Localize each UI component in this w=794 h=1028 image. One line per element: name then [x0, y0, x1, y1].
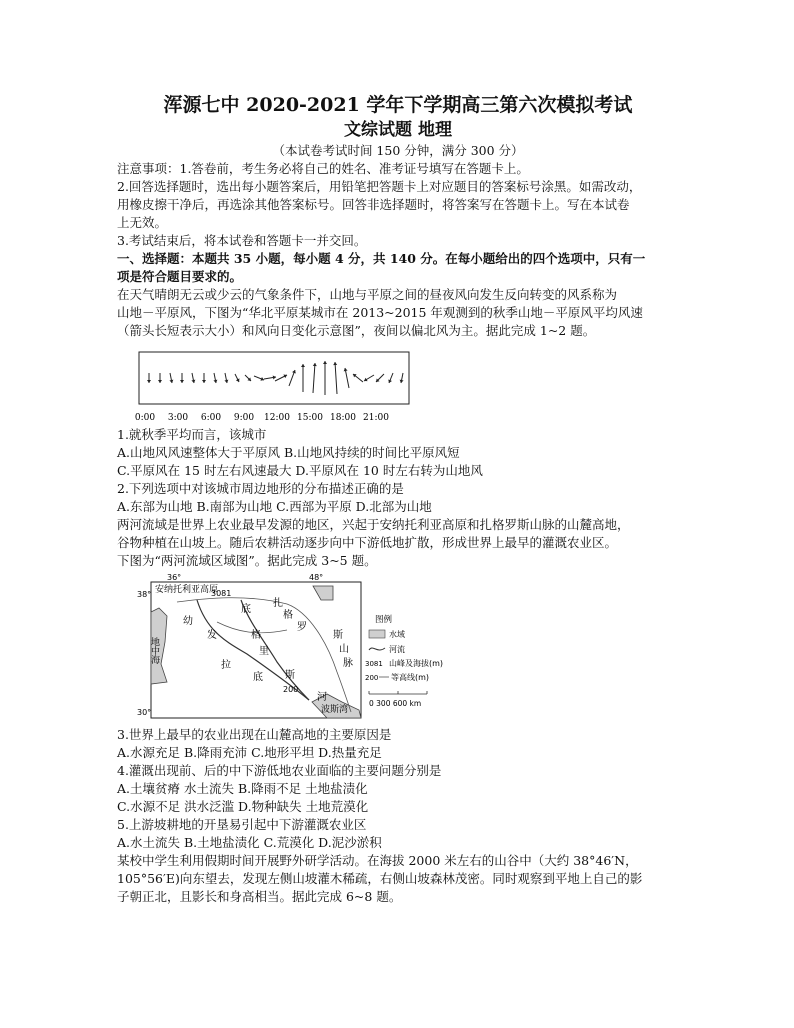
wind-arrowhead — [323, 361, 327, 364]
wind-chart-svg — [134, 348, 429, 426]
instruction-line: 上无效。 — [117, 215, 168, 230]
x-tick-label: 3:00 — [167, 413, 189, 423]
passage-line: 下图为“两河流域区域图”。据此完成 3~5 题。 — [117, 553, 377, 568]
lat-label: 30° — [137, 708, 152, 717]
passage-line: 两河流域是世界上农业最早发源的地区，兴起于安纳托利亚高原和扎格罗斯山脉的山麓高地， — [117, 517, 630, 532]
instruction-line: 注意事项：1.答卷前，考生务必将自己的姓名、准考证号填写在答题卡上。 — [117, 161, 529, 176]
instruction-line: 3.考试结束后，将本试卷和答题卡一并交回。 — [117, 233, 367, 248]
contour-value: 200 — [283, 685, 299, 694]
region-label: 河 — [317, 692, 327, 703]
scale-bar — [369, 691, 427, 694]
legend-river-swatch — [369, 648, 385, 650]
wind-arrow — [345, 368, 349, 388]
x-axis — [135, 413, 389, 423]
question-options: A.水源充足 B.降雨充沛 C.地形平坦 D.热量充足 — [117, 745, 382, 760]
region-label: 罗 — [297, 622, 307, 633]
section-heading: 一、选择题：本题共 35 小题，每小题 4 分，共 140 分。在每小题给出的四个选项中，只有一 — [117, 251, 646, 266]
exam-page — [117, 92, 679, 906]
question-options: A.土壤贫瘠 水土流失 B.降雨不足 土地盐渍化 — [117, 781, 368, 796]
region-label: 安纳托利亚高原 — [155, 585, 219, 595]
legend-label: 河流 — [389, 645, 405, 654]
x-tick-label: 21:00 — [363, 413, 389, 423]
map-legend — [365, 614, 443, 708]
wind-arrows — [147, 361, 404, 395]
question-stem: 3.世界上最早的农业出现在山麓高地的主要原因是 — [117, 727, 392, 742]
section-heading: 项是符合题目要求的。 — [117, 269, 243, 284]
passage-line: 子朝正北，且影长和身高相当。据此完成 6~8 题。 — [117, 889, 402, 904]
wind-arrow — [313, 363, 315, 393]
legend-label: 山峰及海拔(m) — [389, 659, 444, 668]
x-tick-label: 0:00 — [134, 413, 156, 423]
region-label: 脉 — [343, 658, 353, 669]
question-options: C.水源不足 洪水泛滥 D.物种缺失 土地荒漠化 — [117, 799, 369, 814]
passage-line: 某校中学生利用假期时间开展野外研学活动。在海拔 2000 米左右的山谷中（大约 38°46′N， — [117, 853, 638, 868]
wind-arrowhead — [202, 380, 206, 383]
x-tick-label: 12:00 — [264, 413, 290, 423]
region-label: 斯 — [333, 630, 343, 641]
region-label: 地中海 — [149, 637, 159, 664]
passage-line: 在天气晴朗无云或少云的气象条件下，山地与平原之间的昼夜风向发生反向转变的风系称为 — [117, 287, 618, 302]
legend-contour-sample: 200 — [365, 674, 379, 682]
region-label: 斯 — [285, 670, 295, 681]
peak-elevation: 3081 — [211, 589, 232, 598]
wind-arrow — [335, 362, 337, 394]
question-options: A.水土流失 B.土地盐渍化 C.荒漠化 D.泥沙淤积 — [117, 835, 382, 850]
x-tick-label: 9:00 — [233, 413, 255, 423]
region-label: 波斯湾 — [321, 705, 349, 715]
region-label: 拉 — [221, 660, 231, 671]
region-label: 底 — [253, 672, 263, 683]
scale-label: 0 300 600 km — [369, 699, 422, 708]
legend-peak-sample: 3081 — [365, 660, 383, 668]
x-tick-label: 18:00 — [330, 413, 356, 423]
exam-subtitle: 文综试题 地理 — [344, 120, 452, 140]
wind-chart — [134, 348, 429, 426]
passage-line: 山地－平原风，下图为“华北平原某城市在 2013~2015 年观测到的秋季山地－平原风平均风速 — [117, 305, 643, 320]
region-label: 扎 — [273, 598, 283, 609]
instruction-line: 2.回答选择题时，选出每小题答案后，用铅笔把答题卡上对应题目的答案标号涂黑。如需改动， — [117, 179, 642, 194]
map-svg — [137, 572, 479, 720]
lon-label: 36° — [167, 573, 182, 582]
wind-arrowhead — [333, 362, 337, 365]
region-label: 底 — [241, 604, 251, 615]
region-label: 山 — [339, 644, 349, 655]
region-label: 发 — [207, 630, 217, 641]
passage-line: （箭头长短表示大小）和风向日变化示意图”，夜间以偏北风为主。据此完成 1~2 题。 — [117, 323, 596, 338]
wind-arrowhead — [147, 380, 151, 383]
x-tick-label: 6:00 — [200, 413, 222, 423]
wind-arrowhead — [180, 380, 184, 383]
region-label: 里 — [259, 646, 269, 657]
wind-arrowhead — [301, 364, 305, 367]
legend-label: 等高线(m) — [391, 673, 430, 682]
question-stem: 1.就秋季平均而言，该城市 — [117, 427, 267, 442]
question-options: A.山地风风速整体大于平原风 B.山地风持续的时间比平原风短 — [117, 445, 460, 460]
x-tick-label: 15:00 — [297, 413, 323, 423]
caspian-sea — [313, 586, 333, 600]
time-note: （本试卷考试时间 150 分钟，满分 300 分） — [272, 143, 524, 158]
region-label: 幼 — [183, 616, 193, 627]
region-label: 格 — [283, 610, 293, 621]
legend-label: 水域 — [389, 630, 405, 639]
question-stem: 5.上游坡耕地的开垦易引起中下游灌溉农业区 — [117, 817, 367, 832]
legend-water-swatch — [369, 630, 385, 638]
two-rivers-map — [137, 572, 479, 720]
question-options: A.东部为山地 B.南部为山地 C.西部为平原 D.北部为山地 — [117, 499, 432, 514]
tigris-river — [241, 600, 309, 700]
wind-arrowhead — [158, 380, 162, 383]
passage-line: 谷物种植在山坡上。随后农耕活动逐步向中下游低地扩散，形成世界上最早的灌溉农业区。 — [117, 535, 618, 550]
instruction-line: 用橡皮擦干净后，再选涂其他答案标号。回答非选择题时，将答案写在答题卡上。写在本试卷 — [117, 197, 630, 212]
lon-label: 48° — [309, 573, 324, 582]
passage-line: 105°56′E)向东望去，发现左侧山坡灌木稀疏，右侧山坡森林茂密。同时观察到平地上自己的影 — [117, 871, 643, 886]
question-stem: 4.灌溉出现前、后的中下游低地农业面临的主要问题分别是 — [117, 763, 442, 778]
question-stem: 2.下列选项中对该城市周边地形的分布描述正确的是 — [117, 481, 404, 496]
wind-arrowhead — [313, 363, 317, 366]
lat-label: 38° — [137, 590, 152, 599]
exam-title: 浑源七中 2020-2021 学年下学期高三第六次模拟考试 — [163, 94, 633, 116]
question-options: C.平原风在 15 时左右风速最大 D.平原风在 10 时左右转为山地风 — [117, 463, 483, 478]
legend-title: 图例 — [375, 615, 393, 625]
region-label: 格 — [251, 630, 261, 641]
